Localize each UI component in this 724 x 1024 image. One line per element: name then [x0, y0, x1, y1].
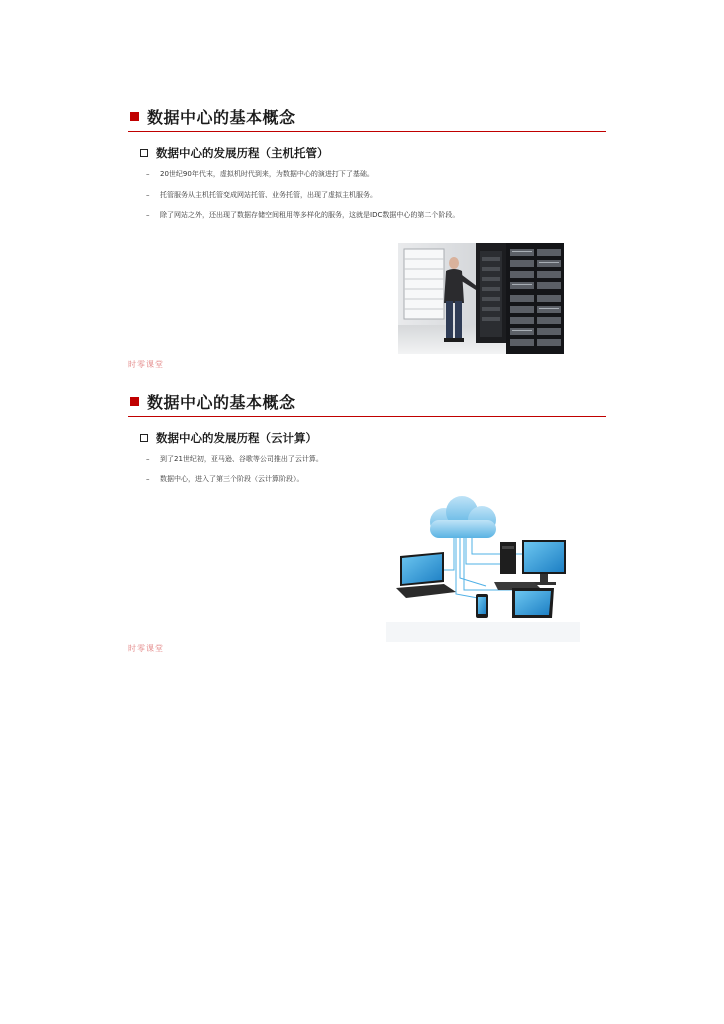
title-divider — [128, 416, 606, 417]
bullet-item: – 20世纪90年代末，虚拟机时代到来，为数据中心的演进打下了基础。 — [146, 170, 374, 178]
slide-title: 数据中心的基本概念 — [147, 108, 296, 127]
hollow-square-icon — [140, 434, 148, 442]
subtitle-row — [140, 145, 329, 161]
slide-subtitle: 数据中心的发展历程（云计算） — [156, 431, 317, 445]
bullet-item: – 托管服务从主机托管变成网站托管、业务托管，出现了虚拟主机服务。 — [146, 191, 377, 199]
slide-2 — [118, 390, 608, 660]
subtitle-row — [140, 430, 317, 446]
bullet-item: – 数据中心，进入了第三个阶段（云计算阶段）。 — [146, 475, 304, 483]
server-room-photo — [398, 243, 564, 354]
footer-watermark: 时零课堂 — [128, 644, 164, 653]
hollow-square-icon — [140, 149, 148, 157]
bullet-item: – 除了网站之外，还出现了数据存储空间租用等多样化的服务，这就是IDC数据中心的第二个阶段。 — [146, 211, 460, 219]
title-divider — [128, 131, 606, 132]
bullet-item: – 到了21世纪初，亚马逊、谷歌等公司推出了云计算。 — [146, 455, 323, 463]
footer-watermark: 时零课堂 — [128, 360, 164, 369]
slide-title-row — [130, 105, 296, 128]
slide-title: 数据中心的基本概念 — [147, 393, 296, 412]
red-square-icon — [130, 397, 139, 406]
cloud-devices-illustration — [386, 494, 580, 642]
slide-1 — [118, 105, 608, 375]
slide-subtitle: 数据中心的发展历程（主机托管） — [156, 146, 329, 160]
slide-title-row — [130, 390, 296, 413]
red-square-icon — [130, 112, 139, 121]
